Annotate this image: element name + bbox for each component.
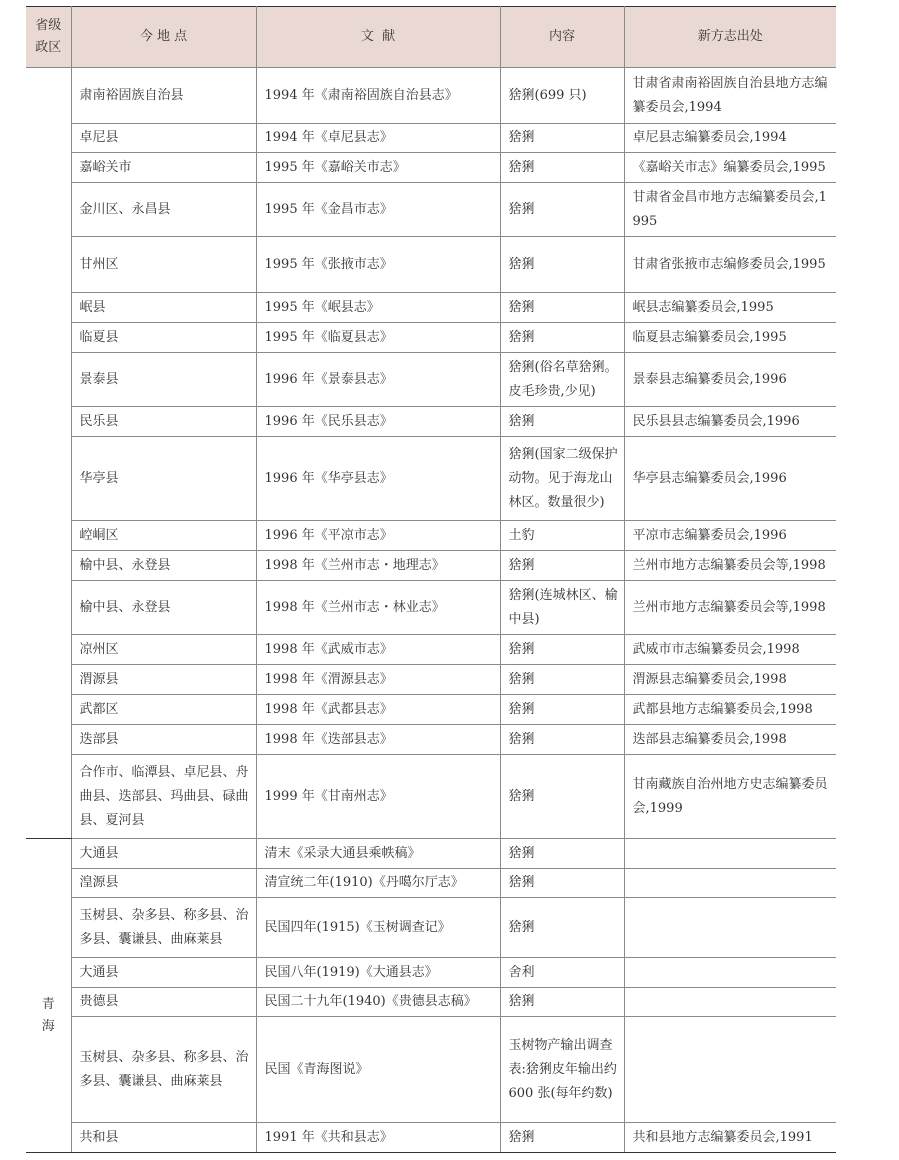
source-cell: 甘肃省金昌市地方志编纂委员会,1995 <box>624 183 836 237</box>
province-cell: 青 海 <box>26 839 71 1153</box>
place-cell: 迭部县 <box>71 725 256 755</box>
table-row <box>26 353 836 407</box>
place-cell: 嘉峪关市 <box>71 153 256 183</box>
doc-cell: 1998 年《武都县志》 <box>256 695 500 725</box>
table-row <box>26 869 836 898</box>
content-cell: 猞猁(连城林区、榆中县) <box>500 581 624 635</box>
content-cell: 猞猁 <box>500 839 624 869</box>
table-row <box>26 124 836 153</box>
doc-cell: 1996 年《平凉市志》 <box>256 521 500 551</box>
source-cell: 兰州市地方志编纂委员会等,1998 <box>624 551 836 581</box>
doc-cell: 民国二十九年(1940)《贵德县志稿》 <box>256 988 500 1017</box>
table-row <box>26 988 836 1017</box>
content-cell: 猞猁 <box>500 407 624 437</box>
place-cell: 凉州区 <box>71 635 256 665</box>
table-row <box>26 153 836 183</box>
table-row <box>26 521 836 551</box>
table-row <box>26 755 836 839</box>
doc-cell: 1996 年《民乐县志》 <box>256 407 500 437</box>
content-cell: 猞猁 <box>500 293 624 323</box>
table-row <box>26 839 836 869</box>
source-cell: 兰州市地方志编纂委员会等,1998 <box>624 581 836 635</box>
source-cell: 临夏县志编纂委员会,1995 <box>624 323 836 353</box>
table-row <box>26 437 836 521</box>
doc-cell: 1995 年《临夏县志》 <box>256 323 500 353</box>
content-cell: 玉树物产输出调查表:猞猁皮年输出约 600 张(每年约数) <box>500 1017 624 1123</box>
doc-cell: 1996 年《华亭县志》 <box>256 437 500 521</box>
place-cell: 榆中县、永登县 <box>71 581 256 635</box>
content-cell: 猞猁(699 只) <box>500 68 624 124</box>
source-cell: 《嘉峪关市志》编纂委员会,1995 <box>624 153 836 183</box>
place-cell: 金川区、永昌县 <box>71 183 256 237</box>
content-cell: 猞猁 <box>500 323 624 353</box>
table-body <box>26 68 836 1153</box>
source-cell: 武威市市志编纂委员会,1998 <box>624 635 836 665</box>
table-row <box>26 551 836 581</box>
content-cell: 猞猁 <box>500 153 624 183</box>
table-row <box>26 695 836 725</box>
doc-cell: 1996 年《景泰县志》 <box>256 353 500 407</box>
table-header-row <box>26 7 836 68</box>
table-row <box>26 665 836 695</box>
source-cell: 迭部县志编纂委员会,1998 <box>624 725 836 755</box>
content-cell: 猞猁(国家二级保护动物。见于海龙山林区。数量很少) <box>500 437 624 521</box>
place-cell: 合作市、临潭县、卓尼县、舟曲县、迭部县、玛曲县、碌曲县、夏河县 <box>71 755 256 839</box>
doc-cell: 1994 年《卓尼县志》 <box>256 124 500 153</box>
doc-cell: 1995 年《岷县志》 <box>256 293 500 323</box>
source-cell <box>624 988 836 1017</box>
place-cell: 贵德县 <box>71 988 256 1017</box>
source-cell <box>624 869 836 898</box>
source-cell: 共和县地方志编纂委员会,1991 <box>624 1123 836 1153</box>
source-cell: 卓尼县志编纂委员会,1994 <box>624 124 836 153</box>
doc-cell: 1995 年《张掖市志》 <box>256 237 500 293</box>
content-cell: 猞猁 <box>500 665 624 695</box>
content-cell: 猞猁 <box>500 869 624 898</box>
table-row <box>26 958 836 988</box>
doc-cell: 1999 年《甘南州志》 <box>256 755 500 839</box>
place-cell: 甘州区 <box>71 237 256 293</box>
doc-cell: 1994 年《肃南裕固族自治县志》 <box>256 68 500 124</box>
gazetteer-table <box>26 6 836 1153</box>
place-cell: 卓尼县 <box>71 124 256 153</box>
header-content: 内容 <box>500 7 624 68</box>
table-row <box>26 68 836 124</box>
content-cell: 猞猁 <box>500 124 624 153</box>
content-cell: 猞猁(俗名草猞猁。皮毛珍贵,少见) <box>500 353 624 407</box>
place-cell: 渭源县 <box>71 665 256 695</box>
source-cell: 景泰县志编纂委员会,1996 <box>624 353 836 407</box>
table-row <box>26 898 836 958</box>
content-cell: 猞猁 <box>500 988 624 1017</box>
content-cell: 舍利 <box>500 958 624 988</box>
doc-cell: 清宣统二年(1910)《丹噶尔厅志》 <box>256 869 500 898</box>
place-cell: 大通县 <box>71 839 256 869</box>
place-cell: 共和县 <box>71 1123 256 1153</box>
table-row <box>26 725 836 755</box>
header-doc: 文 献 <box>256 7 500 68</box>
doc-cell: 1991 年《共和县志》 <box>256 1123 500 1153</box>
source-cell: 平凉市志编纂委员会,1996 <box>624 521 836 551</box>
doc-cell: 1998 年《兰州市志・林业志》 <box>256 581 500 635</box>
province-cell <box>26 68 71 839</box>
table-row <box>26 183 836 237</box>
content-cell: 猞猁 <box>500 725 624 755</box>
table-row <box>26 1017 836 1123</box>
place-cell: 大通县 <box>71 958 256 988</box>
table-row <box>26 635 836 665</box>
doc-cell: 民国八年(1919)《大通县志》 <box>256 958 500 988</box>
content-cell: 猞猁 <box>500 635 624 665</box>
place-cell: 武都区 <box>71 695 256 725</box>
source-cell: 甘肃省肃南裕固族自治县地方志编纂委员会,1994 <box>624 68 836 124</box>
source-cell: 甘肃省张掖市志编修委员会,1995 <box>624 237 836 293</box>
doc-cell: 1998 年《兰州市志・地理志》 <box>256 551 500 581</box>
source-cell: 武都县地方志编纂委员会,1998 <box>624 695 836 725</box>
source-cell <box>624 898 836 958</box>
source-cell: 民乐县县志编纂委员会,1996 <box>624 407 836 437</box>
table-row <box>26 1123 836 1153</box>
table-row <box>26 323 836 353</box>
source-cell <box>624 958 836 988</box>
content-cell: 猞猁 <box>500 695 624 725</box>
place-cell: 肃南裕固族自治县 <box>71 68 256 124</box>
doc-cell: 1995 年《金昌市志》 <box>256 183 500 237</box>
table-row <box>26 581 836 635</box>
doc-cell: 1998 年《迭部县志》 <box>256 725 500 755</box>
place-cell: 榆中县、永登县 <box>71 551 256 581</box>
source-cell: 渭源县志编纂委员会,1998 <box>624 665 836 695</box>
content-cell: 土豹 <box>500 521 624 551</box>
doc-cell: 1998 年《渭源县志》 <box>256 665 500 695</box>
header-province: 省级 政区 <box>26 7 71 68</box>
doc-cell: 民国《青海图说》 <box>256 1017 500 1123</box>
place-cell: 岷县 <box>71 293 256 323</box>
source-cell: 岷县志编纂委员会,1995 <box>624 293 836 323</box>
source-cell <box>624 1017 836 1123</box>
place-cell: 民乐县 <box>71 407 256 437</box>
content-cell: 猞猁 <box>500 755 624 839</box>
place-cell: 玉树县、杂多县、称多县、治多县、囊谦县、曲麻莱县 <box>71 1017 256 1123</box>
place-cell: 临夏县 <box>71 323 256 353</box>
header-place: 今 地 点 <box>71 7 256 68</box>
content-cell: 猞猁 <box>500 551 624 581</box>
place-cell: 玉树县、杂多县、称多县、治多县、囊谦县、曲麻莱县 <box>71 898 256 958</box>
source-cell: 甘南藏族自治州地方史志编纂委员会,1999 <box>624 755 836 839</box>
table-row <box>26 407 836 437</box>
content-cell: 猞猁 <box>500 183 624 237</box>
place-cell: 湟源县 <box>71 869 256 898</box>
source-cell: 华亭县志编纂委员会,1996 <box>624 437 836 521</box>
table-row <box>26 293 836 323</box>
doc-cell: 民国四年(1915)《玉树调查记》 <box>256 898 500 958</box>
place-cell: 华亭县 <box>71 437 256 521</box>
content-cell: 猞猁 <box>500 237 624 293</box>
doc-cell: 清末《采录大通县乘帙稿》 <box>256 839 500 869</box>
place-cell: 景泰县 <box>71 353 256 407</box>
doc-cell: 1995 年《嘉峪关市志》 <box>256 153 500 183</box>
content-cell: 猞猁 <box>500 898 624 958</box>
doc-cell: 1998 年《武威市志》 <box>256 635 500 665</box>
content-cell: 猞猁 <box>500 1123 624 1153</box>
header-source: 新方志出处 <box>624 7 836 68</box>
source-cell <box>624 839 836 869</box>
place-cell: 崆峒区 <box>71 521 256 551</box>
table-row <box>26 237 836 293</box>
